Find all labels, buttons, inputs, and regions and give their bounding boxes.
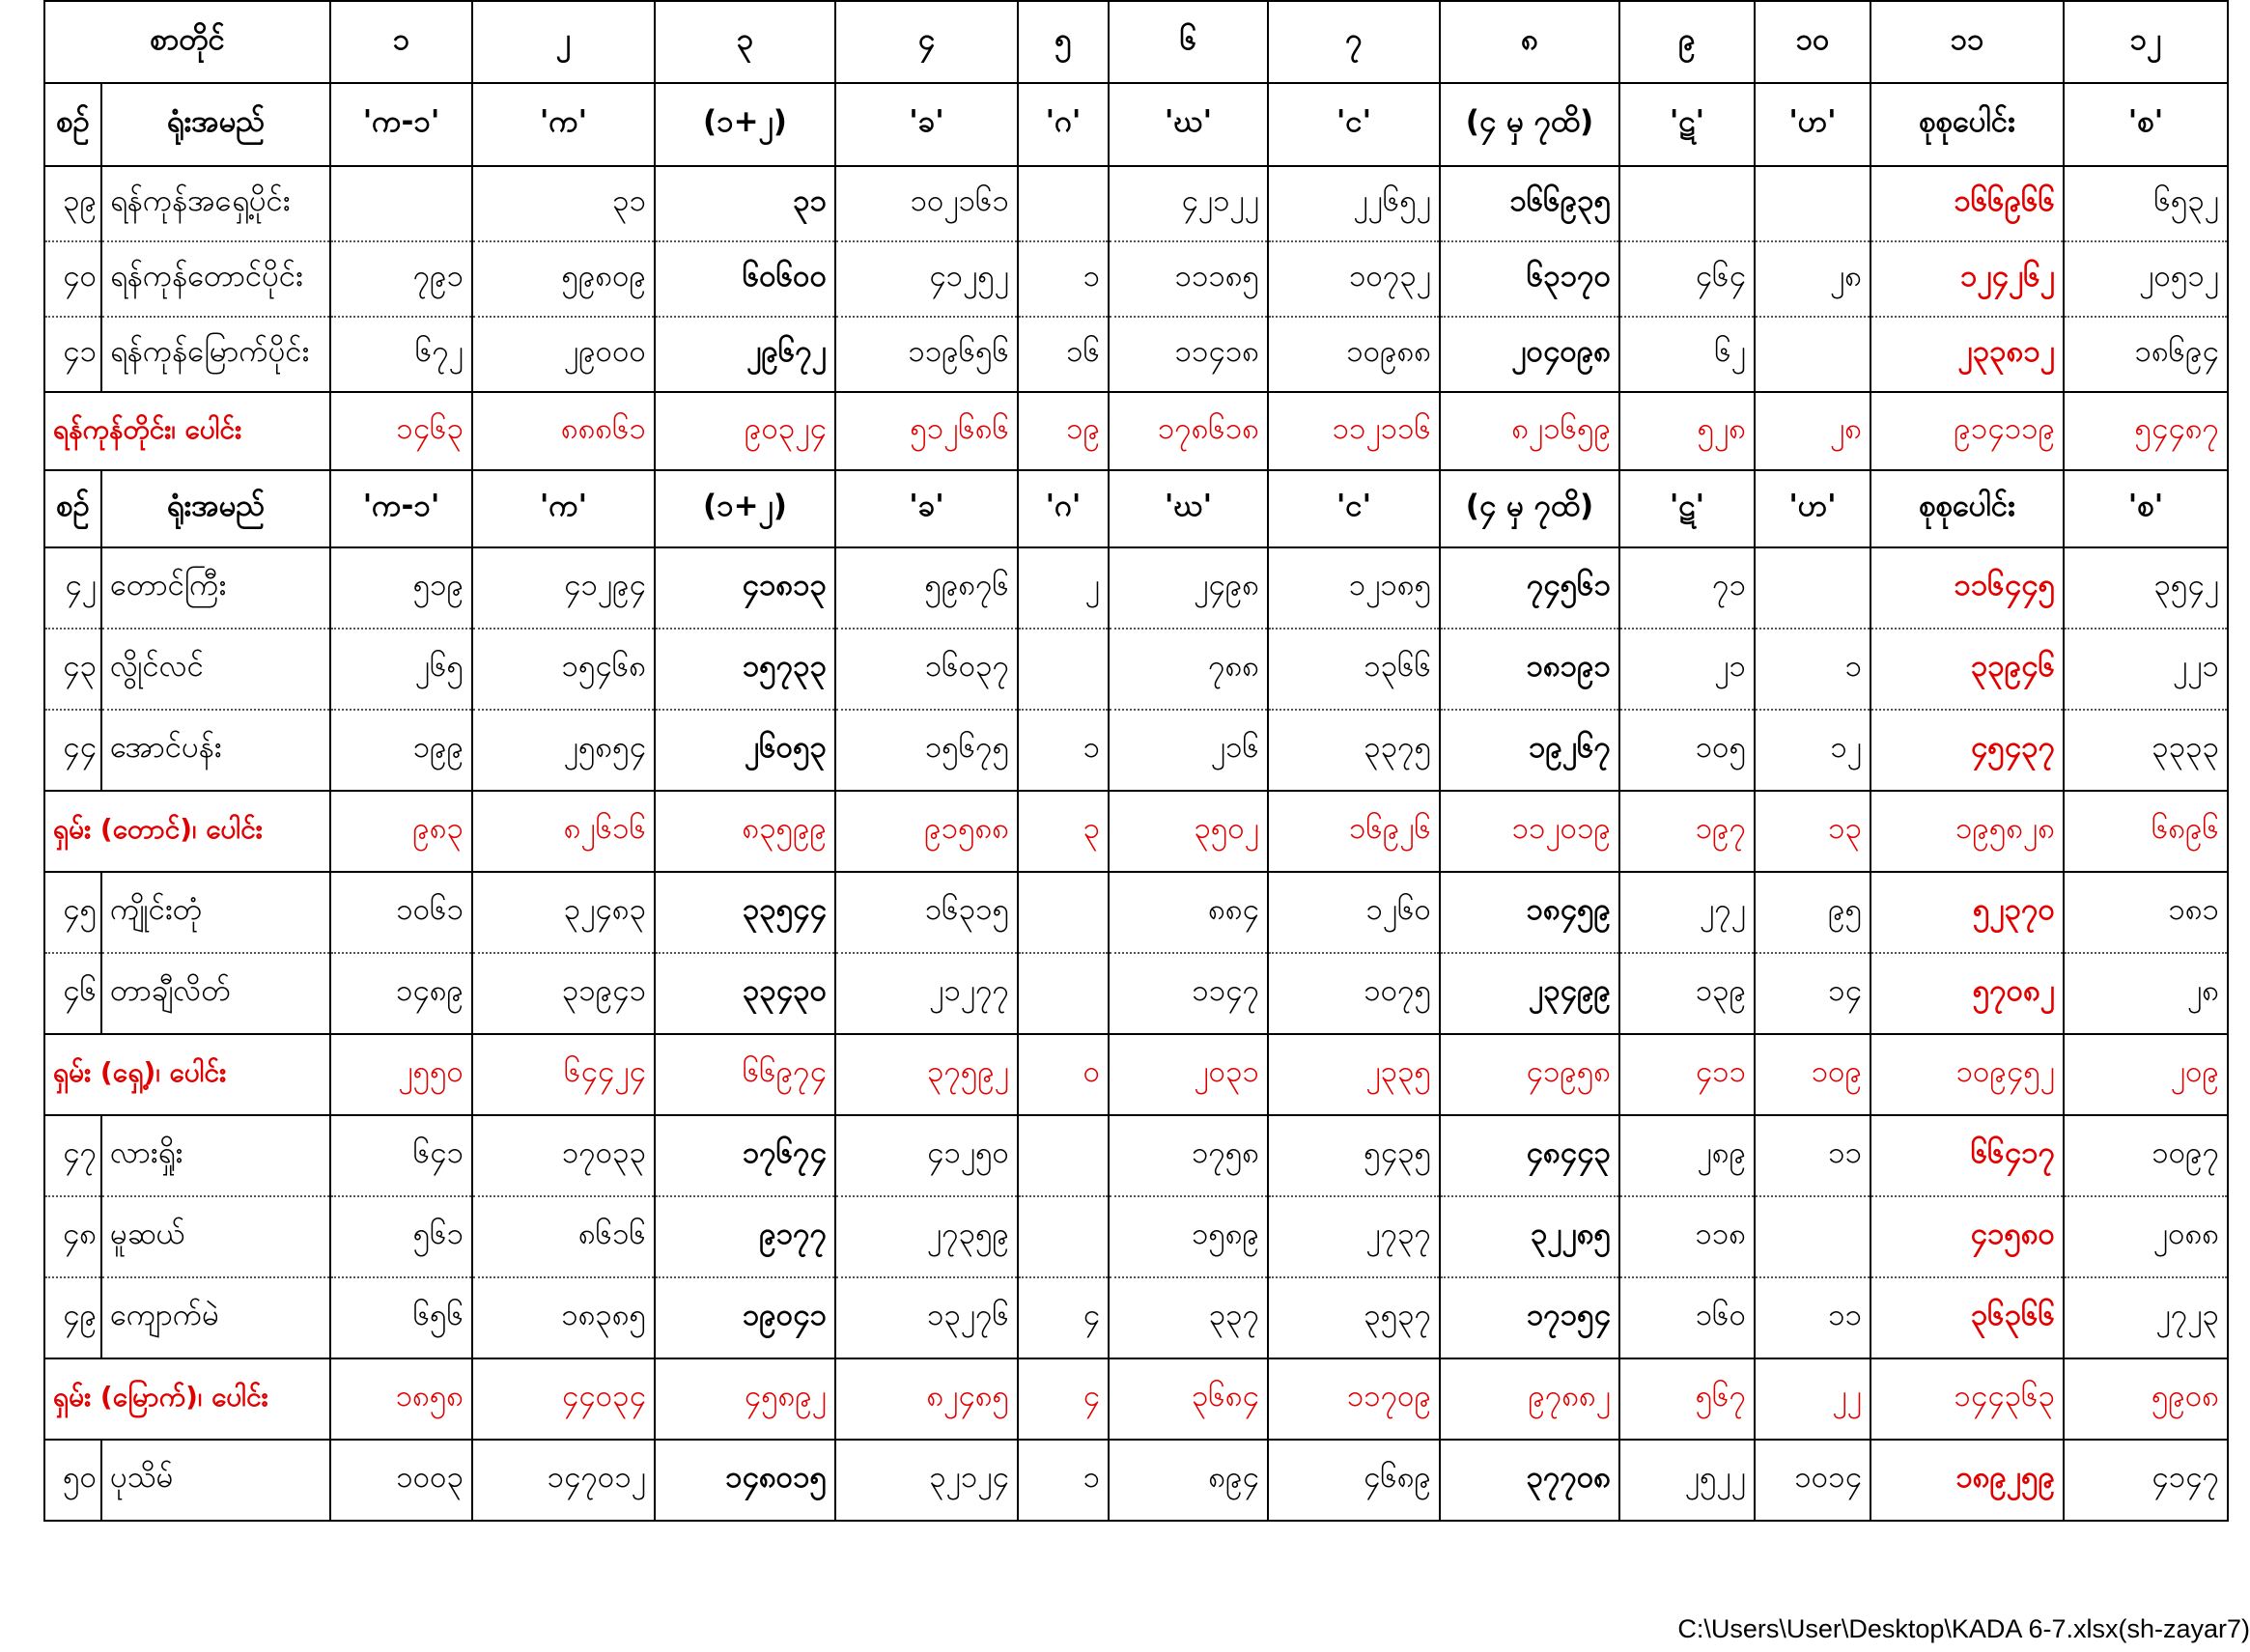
table-cell <box>330 166 472 241</box>
table-cell: ၁ <box>1018 710 1109 791</box>
column-number-label: စာတိုင် <box>44 1 330 83</box>
subtotal-cell: ၀ <box>1018 1034 1109 1115</box>
column-number: ၈ <box>1440 1 1619 83</box>
header-cell: 'ဋ' <box>1619 470 1755 547</box>
table-row <box>44 710 2228 791</box>
row-number: ၄၀ <box>44 241 101 317</box>
subtotal-label: ရှမ်း (ရှေ့)၊ ပေါင်း <box>44 1034 330 1115</box>
subtotal-cell: ၁၁၂၀၁၉ <box>1440 791 1619 872</box>
office-name: ရန်ကုန်အရှေ့ပိုင်း <box>101 166 330 241</box>
table-cell: ၄၁၂၉၄ <box>472 547 655 629</box>
table-cell: ၁၂၄၂၆၂ <box>1870 241 2064 317</box>
subtotal-cell: ၃ <box>1018 791 1109 872</box>
table-cell: ၁၅၇၃၃ <box>655 629 835 710</box>
table-cell: ၄၈၄၄၃ <box>1440 1115 1619 1196</box>
table-cell <box>1755 1196 1870 1277</box>
table-cell <box>1018 1196 1109 1277</box>
subtotal-cell: ၅၁၂၆၈၆ <box>835 392 1018 470</box>
table-cell: ၂၁၂၇၇ <box>835 953 1018 1034</box>
subtotal-cell: ၁၀၉၄၅၂ <box>1870 1034 2064 1115</box>
subtotal-cell: ၉၀၃၂၄ <box>655 392 835 470</box>
subtotal-row <box>44 791 2228 872</box>
table-cell: ၁၈၁၉၁ <box>1440 629 1619 710</box>
table-cell: ၂၇၂ <box>1619 872 1755 953</box>
table-row <box>44 166 2228 241</box>
office-name: လားရှိုး <box>101 1115 330 1196</box>
header-cell: 'က-၁' <box>330 470 472 547</box>
table-cell <box>1755 166 1870 241</box>
column-number: ၁၀ <box>1755 1 1870 83</box>
row-number: ၄၄ <box>44 710 101 791</box>
office-name: တောင်ကြီး <box>101 547 330 629</box>
table-cell: ၁၁၁၈၅ <box>1109 241 1268 317</box>
table-cell: ၂၉၆၇၂ <box>655 317 835 392</box>
header-cell: 'က' <box>472 470 655 547</box>
table-cell: ၁၇၆၇၄ <box>655 1115 835 1196</box>
subtotal-cell: ၁၃ <box>1755 791 1870 872</box>
table-cell: ၁၆ <box>1018 317 1109 392</box>
table-row <box>44 241 2228 317</box>
table-cell: ၃၃၄၃၀ <box>655 953 835 1034</box>
table-cell: ၃၃၅၄၄ <box>655 872 835 953</box>
subtotal-label: ရှမ်း (တောင်)၊ ပေါင်း <box>44 791 330 872</box>
subtotal-cell: ၂၀၃၁ <box>1109 1034 1268 1115</box>
header-row <box>44 83 2228 166</box>
row-number: ၃၉ <box>44 166 101 241</box>
table-cell: ၁၄၈၉ <box>330 953 472 1034</box>
column-number: ၁ <box>330 1 472 83</box>
table-cell: ၁ <box>1018 1440 1109 1521</box>
table-cell: ၁၃၂၇၆ <box>835 1277 1018 1358</box>
table-cell: ၁၆၃၁၅ <box>835 872 1018 953</box>
column-number: ၄ <box>835 1 1018 83</box>
row-number: ၅၀ <box>44 1440 101 1521</box>
table-cell: ၁၆၀ <box>1619 1277 1755 1358</box>
header-name: ရုံးအမည် <box>101 83 330 166</box>
table-cell: ၂၁၆ <box>1109 710 1268 791</box>
subtotal-cell: ၄၁၁ <box>1619 1034 1755 1115</box>
table-cell: ၇၉၁ <box>330 241 472 317</box>
table-cell: ၃၃၇၅ <box>1268 710 1440 791</box>
table-cell: ၂၃၄၉၉ <box>1440 953 1619 1034</box>
table-cell: ၂၆၀၅၃ <box>655 710 835 791</box>
table-cell: ၁၈၁ <box>2064 872 2228 953</box>
column-number: ၉ <box>1619 1 1755 83</box>
header-cell: 'ဂ' <box>1018 83 1109 166</box>
table-cell: ၁၁ <box>1755 1115 1870 1196</box>
subtotal-cell: ၂၃၃၅ <box>1268 1034 1440 1115</box>
header-cell: 'ခ' <box>835 83 1018 166</box>
header-cell: 'က-၁' <box>330 83 472 166</box>
table-cell: ၃၃၉၄၆ <box>1870 629 2064 710</box>
table-cell: ၁၀၉၈၈ <box>1268 317 1440 392</box>
header-no: စဉ် <box>44 83 101 166</box>
subtotal-cell: ၉၁၅၈၈ <box>835 791 1018 872</box>
column-number: ၁၁ <box>1870 1 2064 83</box>
table-row <box>44 872 2228 953</box>
header-cell: (၄ မှ ၇ထိ) <box>1440 83 1619 166</box>
header-cell: 'င' <box>1268 83 1440 166</box>
file-path-footer: C:\Users\User\Desktop\KADA 6-7.xlsx(sh-zayar7) <box>1677 1614 2250 1643</box>
table-cell: ၂၈ <box>2064 953 2228 1034</box>
table-cell: ၅၂၃၇၀ <box>1870 872 2064 953</box>
subtotal-cell: ၂၈ <box>1755 392 1870 470</box>
header-cell: 'စ' <box>2064 470 2228 547</box>
subtotal-cell: ၂၀၉ <box>2064 1034 2228 1115</box>
table-row <box>44 629 2228 710</box>
subtotal-cell: ၈၂၆၁၆ <box>472 791 655 872</box>
row-number: ၄၈ <box>44 1196 101 1277</box>
table-cell: ၉၁၇၇ <box>655 1196 835 1277</box>
subtotal-cell: ၆၈၉၆ <box>2064 791 2228 872</box>
subtotal-cell: ၁၁၇၀၉ <box>1268 1358 1440 1440</box>
table-cell: ၁၁၆၄၄၅ <box>1870 547 2064 629</box>
table-cell: ၁၈၆၉၄ <box>2064 317 2228 392</box>
table-cell: ၃၅၄၂ <box>2064 547 2228 629</box>
table-cell: ၄၁၄၇ <box>2064 1440 2228 1521</box>
table-cell: ၁၇၁၅၄ <box>1440 1277 1619 1358</box>
row-number: ၄၃ <box>44 629 101 710</box>
table-cell: ၁၇၀၃၃ <box>472 1115 655 1196</box>
data-table <box>43 0 2229 1522</box>
table-cell: ၁၀၂၁၆၁ <box>835 166 1018 241</box>
office-name: ရန်ကုန်မြောက်ပိုင်း <box>101 317 330 392</box>
table-cell: ၂၁ <box>1619 629 1755 710</box>
subtotal-cell: ၆၆၉၇၄ <box>655 1034 835 1115</box>
table-cell: ၁၉၀၄၁ <box>655 1277 835 1358</box>
column-number: ၂ <box>472 1 655 83</box>
column-number: ၆ <box>1109 1 1268 83</box>
office-name: အောင်ပန်း <box>101 710 330 791</box>
subtotal-row <box>44 1034 2228 1115</box>
table-cell: ၁၉၉ <box>330 710 472 791</box>
table-cell: ၆၆၄၁၇ <box>1870 1115 2064 1196</box>
header-cell: 'ဟ' <box>1755 470 1870 547</box>
table-cell: ၁၁၉၆၅၆ <box>835 317 1018 392</box>
column-number: ၇ <box>1268 1 1440 83</box>
header-cell: 'က' <box>472 83 655 166</box>
subtotal-cell: ၁၄၆၃ <box>330 392 472 470</box>
table-cell: ၁၈၃၈၅ <box>472 1277 655 1358</box>
table-cell: ၁၂ <box>1755 710 1870 791</box>
table-cell: ၁၁၄၁၈ <box>1109 317 1268 392</box>
table-cell: ၁၄၇၀၁၂ <box>472 1440 655 1521</box>
table-cell: ၁၅၄၆၈ <box>472 629 655 710</box>
subtotal-cell: ၅၉၀၈ <box>2064 1358 2228 1440</box>
subtotal-cell: ၁၁၂၁၁၆ <box>1268 392 1440 470</box>
row-number: ၄၉ <box>44 1277 101 1358</box>
office-name: လွိုင်လင် <box>101 629 330 710</box>
subtotal-cell: ၅၆၇ <box>1619 1358 1755 1440</box>
table-cell: ၂၀၈၈ <box>2064 1196 2228 1277</box>
table-cell: ၂၅၂၂ <box>1619 1440 1755 1521</box>
table-cell: ၁၅၆၇၅ <box>835 710 1018 791</box>
table-cell: ၅၆၁ <box>330 1196 472 1277</box>
table-cell: ၁၀၅ <box>1619 710 1755 791</box>
table-cell: ၃၁ <box>655 166 835 241</box>
table-cell: ၂၃၃၈၁၂ <box>1870 317 2064 392</box>
table-cell: ၂၉၀၀၀ <box>472 317 655 392</box>
table-row <box>44 1196 2228 1277</box>
table-cell: ၁၃၉ <box>1619 953 1755 1034</box>
table-cell: ၄၆၄ <box>1619 241 1755 317</box>
subtotal-cell: ၈၂၁၆၅၉ <box>1440 392 1619 470</box>
row-number: ၄၅ <box>44 872 101 953</box>
table-cell: ၇၄၅၆၁ <box>1440 547 1619 629</box>
header-row <box>44 470 2228 547</box>
table-cell: ၁၄၈၀၁၅ <box>655 1440 835 1521</box>
column-number-row <box>44 1 2228 83</box>
header-cell: 'ဃ' <box>1109 83 1268 166</box>
table-cell: ၁၈၉၂၅၉ <box>1870 1440 2064 1521</box>
subtotal-cell: ၈၃၅၉၉ <box>655 791 835 872</box>
table-row <box>44 1277 2228 1358</box>
subtotal-cell: ၅၄၄၈၇ <box>2064 392 2228 470</box>
office-name: ကျောက်မဲ <box>101 1277 330 1358</box>
table-cell: ၁၇၅၈ <box>1109 1115 1268 1196</box>
table-cell: ၁၁၄၇ <box>1109 953 1268 1034</box>
subtotal-cell: ၁၉၅၈၂၈ <box>1870 791 2064 872</box>
table-cell: ၆၅၃၂ <box>2064 166 2228 241</box>
subtotal-cell: ၂၂ <box>1755 1358 1870 1440</box>
subtotal-cell: ၁၄၄၃၆၃ <box>1870 1358 2064 1440</box>
table-cell: ၁၁၈ <box>1619 1196 1755 1277</box>
table-cell: ၁၀၀၃ <box>330 1440 472 1521</box>
table-cell: ၅၇၀၈၂ <box>1870 953 2064 1034</box>
table-cell: ၁၀၇၅ <box>1268 953 1440 1034</box>
table-cell: ၁၅၈၉ <box>1109 1196 1268 1277</box>
table-cell: ၇၁ <box>1619 547 1755 629</box>
table-cell: ၃၆၃၆၆ <box>1870 1277 2064 1358</box>
column-number: ၅ <box>1018 1 1109 83</box>
subtotal-cell: ၄၁၉၅၈ <box>1440 1034 1619 1115</box>
table-cell: ၄၁၈၁၃ <box>655 547 835 629</box>
subtotal-cell: ၉၈၃ <box>330 791 472 872</box>
table-cell: ၂၇၂၃ <box>2064 1277 2228 1358</box>
header-cell: (၄ မှ ၇ထိ) <box>1440 470 1619 547</box>
table-cell: ၂၂၆၅၂ <box>1268 166 1440 241</box>
column-number: ၁၂ <box>2064 1 2228 83</box>
table-cell: ၁၉၂၆၇ <box>1440 710 1619 791</box>
subtotal-cell: ၄၅၈၉၂ <box>655 1358 835 1440</box>
subtotal-cell: ၉၁၄၁၁၉ <box>1870 392 2064 470</box>
subtotal-row <box>44 392 2228 470</box>
table-cell: ၇၈၈ <box>1109 629 1268 710</box>
table-cell: ၃၂၂၈၅ <box>1440 1196 1619 1277</box>
header-cell: စုစုပေါင်း <box>1870 83 2064 166</box>
table-cell <box>1755 547 1870 629</box>
table-cell: ၆၀၆၀၀ <box>655 241 835 317</box>
header-cell: 'င' <box>1268 470 1440 547</box>
table-cell: ၁၃၆၆ <box>1268 629 1440 710</box>
table-cell: ၁၁ <box>1755 1277 1870 1358</box>
table-cell: ၁၀၇၃၂ <box>1268 241 1440 317</box>
table-cell: ၂ <box>1018 547 1109 629</box>
table-cell: ၂၀၅၁၂ <box>2064 241 2228 317</box>
table-cell: ၅၁၉ <box>330 547 472 629</box>
table-cell <box>1018 1115 1109 1196</box>
table-cell: ၆၄၁ <box>330 1115 472 1196</box>
office-name: ရန်ကုန်တောင်ပိုင်း <box>101 241 330 317</box>
table-cell <box>1018 166 1109 241</box>
office-name: တာချီလိတ် <box>101 953 330 1034</box>
table-cell <box>1018 872 1109 953</box>
table-row <box>44 1440 2228 1521</box>
header-cell: 'စ' <box>2064 83 2228 166</box>
subtotal-row <box>44 1358 2228 1440</box>
subtotal-cell: ၁၉၇ <box>1619 791 1755 872</box>
table-cell <box>1755 317 1870 392</box>
table-cell: ၁၄ <box>1755 953 1870 1034</box>
row-number: ၄၆ <box>44 953 101 1034</box>
table-cell: ၂၇၃၅၉ <box>835 1196 1018 1277</box>
table-cell <box>1619 166 1755 241</box>
header-cell: စုစုပေါင်း <box>1870 470 2064 547</box>
table-row <box>44 1115 2228 1196</box>
column-number: ၃ <box>655 1 835 83</box>
table-cell: ၃၂၄၈၃ <box>472 872 655 953</box>
table-cell: ၁ <box>1018 241 1109 317</box>
table-cell: ၁၂၆၀ <box>1268 872 1440 953</box>
table-cell <box>1018 629 1109 710</box>
subtotal-cell: ၃၅၀၂ <box>1109 791 1268 872</box>
table-cell: ၅၉၈၇၆ <box>835 547 1018 629</box>
table-cell: ၁၈၄၅၉ <box>1440 872 1619 953</box>
table-cell: ၄၁၂၅၀ <box>835 1115 1018 1196</box>
office-name: ကျိုင်းတုံ <box>101 872 330 953</box>
subtotal-cell: ၂၅၅၀ <box>330 1034 472 1115</box>
subtotal-cell: ၁၉ <box>1018 392 1109 470</box>
table-cell: ၂၄၉၈ <box>1109 547 1268 629</box>
table-cell: ၈၆၁၆ <box>472 1196 655 1277</box>
subtotal-cell: ၃၇၅၉၂ <box>835 1034 1018 1115</box>
table-cell: ၃၁ <box>472 166 655 241</box>
table-cell: ၄၂၁၂၂ <box>1109 166 1268 241</box>
table-cell: ၁၂၁၈၅ <box>1268 547 1440 629</box>
table-cell: ၁၆၀၃၇ <box>835 629 1018 710</box>
header-cell: 'ခ' <box>835 470 1018 547</box>
table-cell: ၃၃၇ <box>1109 1277 1268 1358</box>
subtotal-cell: ၁၀၉ <box>1755 1034 1870 1115</box>
table-cell: ၁၀၆၁ <box>330 872 472 953</box>
table-cell: ၁ <box>1755 629 1870 710</box>
table-cell: ၁၀၉၇ <box>2064 1115 2228 1196</box>
subtotal-cell: ၁၈၅၈ <box>330 1358 472 1440</box>
subtotal-cell: ၁၇၈၆၁၈ <box>1109 392 1268 470</box>
header-cell: (၁+၂) <box>655 83 835 166</box>
subtotal-cell: ၃၆၈၄ <box>1109 1358 1268 1440</box>
table-cell: ၉၅ <box>1755 872 1870 953</box>
table-cell: ၆၂ <box>1619 317 1755 392</box>
table-cell: ၂၂၁ <box>2064 629 2228 710</box>
subtotal-cell: ၄ <box>1018 1358 1109 1440</box>
office-name: မူဆယ် <box>101 1196 330 1277</box>
subtotal-cell: ၁၆၉၂၆ <box>1268 791 1440 872</box>
subtotal-cell: ၆၄၄၂၄ <box>472 1034 655 1115</box>
table-cell: ၄၆၈၉ <box>1268 1440 1440 1521</box>
table-cell: ၃၁၉၄၁ <box>472 953 655 1034</box>
table-cell: ၄ <box>1018 1277 1109 1358</box>
table-cell: ၆၅၆ <box>330 1277 472 1358</box>
table-cell: ၆၇၂ <box>330 317 472 392</box>
table-row <box>44 547 2228 629</box>
subtotal-cell: ၈၈၈၆၁ <box>472 392 655 470</box>
subtotal-cell: ၄၄၀၃၄ <box>472 1358 655 1440</box>
table-cell: ၃၇၇၀၈ <box>1440 1440 1619 1521</box>
header-cell: 'ဃ' <box>1109 470 1268 547</box>
table-row <box>44 317 2228 392</box>
header-cell: (၁+၂) <box>655 470 835 547</box>
header-cell: 'ဟ' <box>1755 83 1870 166</box>
table-cell: ၅၉၈၀၉ <box>472 241 655 317</box>
row-number: ၄၁ <box>44 317 101 392</box>
table-cell: ၂၈ <box>1755 241 1870 317</box>
office-name: ပုသိမ် <box>101 1440 330 1521</box>
header-cell: 'ဋ' <box>1619 83 1755 166</box>
header-name: ရုံးအမည် <box>101 470 330 547</box>
table-cell: ၁၀၁၄ <box>1755 1440 1870 1521</box>
table-cell: ၃၅၃၇ <box>1268 1277 1440 1358</box>
table-cell: ၃၃၃၃ <box>2064 710 2228 791</box>
table-cell: ၈၈၄ <box>1109 872 1268 953</box>
table-cell: ၄၅၄၃၇ <box>1870 710 2064 791</box>
table-cell: ၂၀၄၀၉၈ <box>1440 317 1619 392</box>
subtotal-cell: ၈၂၄၈၅ <box>835 1358 1018 1440</box>
table-cell: ၆၃၁၇၀ <box>1440 241 1619 317</box>
table-cell: ၈၉၄ <box>1109 1440 1268 1521</box>
header-no: စဉ် <box>44 470 101 547</box>
table-cell: ၁၆၆၉၃၅ <box>1440 166 1619 241</box>
table-cell <box>1018 953 1109 1034</box>
subtotal-label: ရန်ကုန်တိုင်း၊ ပေါင်း <box>44 392 330 470</box>
subtotal-cell: ၅၂၈ <box>1619 392 1755 470</box>
subtotal-cell: ၉၇၈၈၂ <box>1440 1358 1619 1440</box>
table-cell: ၄၁၅၈၀ <box>1870 1196 2064 1277</box>
table-cell: ၅၄၃၅ <box>1268 1115 1440 1196</box>
header-cell: 'ဂ' <box>1018 470 1109 547</box>
row-number: ၄၂ <box>44 547 101 629</box>
table-cell: ၂၈၉ <box>1619 1115 1755 1196</box>
table-cell: ၂၆၅ <box>330 629 472 710</box>
table-cell: ၁၆၆၉၆၆ <box>1870 166 2064 241</box>
subtotal-label: ရှမ်း (မြောက်)၊ ပေါင်း <box>44 1358 330 1440</box>
table-row <box>44 953 2228 1034</box>
table-cell: ၄၁၂၅၂ <box>835 241 1018 317</box>
table-cell: ၂၇၃၇ <box>1268 1196 1440 1277</box>
row-number: ၄၇ <box>44 1115 101 1196</box>
table-cell: ၃၂၁၂၄ <box>835 1440 1018 1521</box>
table-cell: ၂၅၈၅၄ <box>472 710 655 791</box>
